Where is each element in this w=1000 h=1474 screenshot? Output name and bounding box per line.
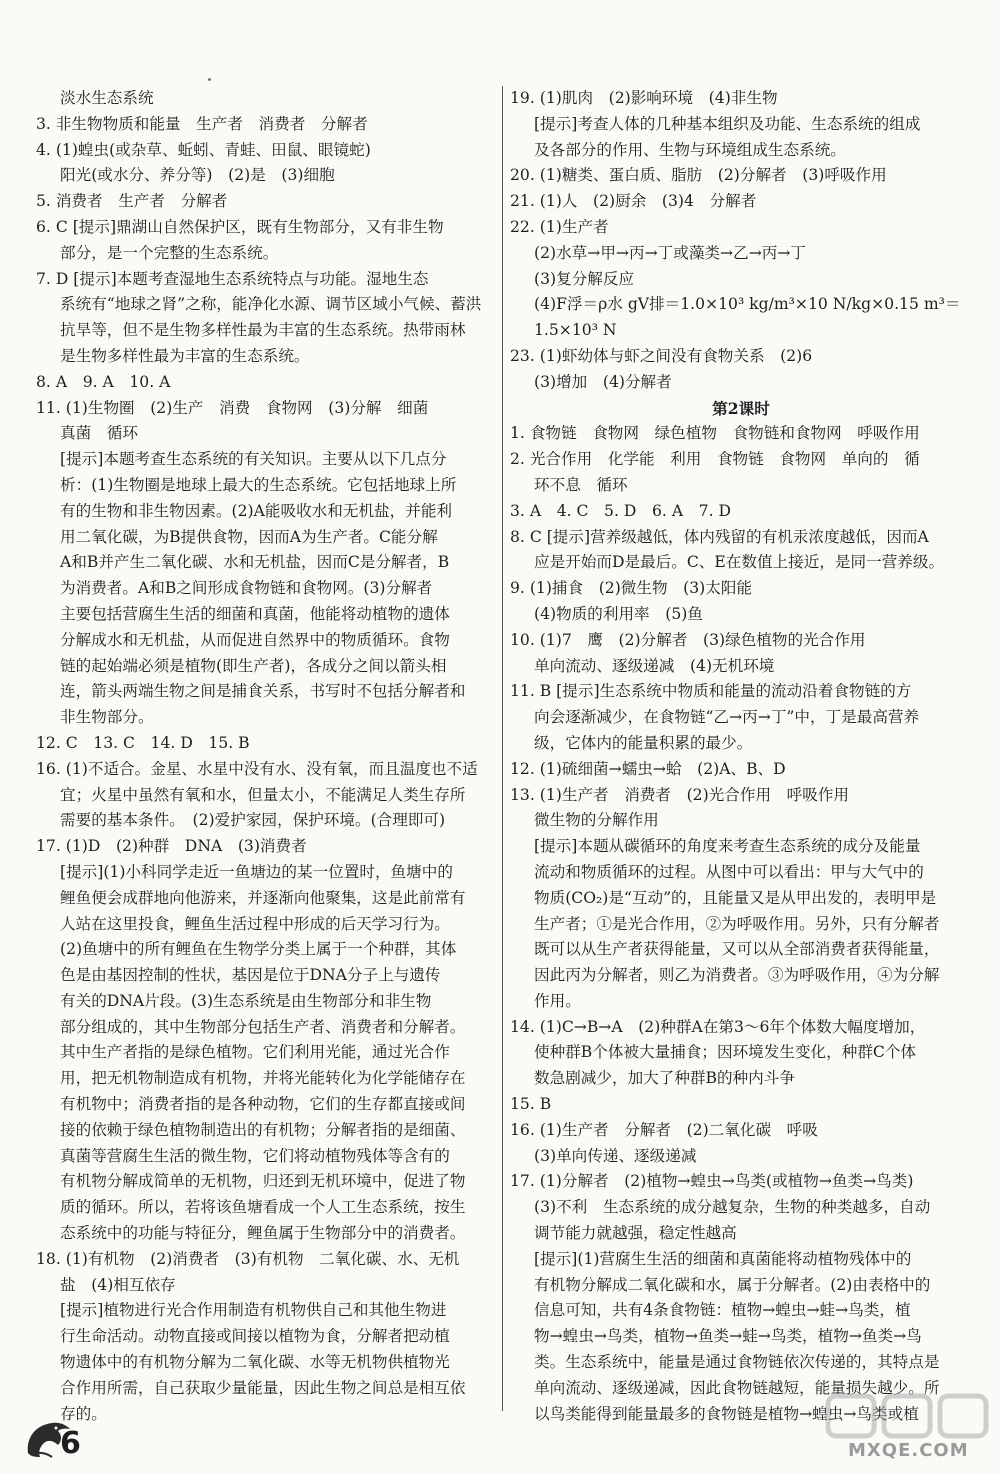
answer-line: (4)物质的利用率 (5)鱼 — [534, 604, 703, 623]
answer-line: [提示]植物进行光合作用制造有机物供自己和其他生物进 — [60, 1301, 447, 1320]
answer-line: 使种群B个体被大量捕食；因环境发生变化，种群C个体 — [534, 1043, 917, 1062]
answer-line: 用二氧化碳，为B提供食物，因而A为生产者。C能分解 — [60, 527, 438, 546]
answer-line: (2)鱼塘中的所有鲤鱼在生物学分类上属于一个种群，其体 — [60, 940, 457, 959]
answer-line: 析：(1)生物圈是地球上最大的生态系统。它包括地球上所 — [60, 475, 457, 494]
answer-line: 抗旱等，但不是生物多样性最为丰富的生态系统。热带雨林 — [60, 321, 466, 340]
answer-line: [提示]本题考查生态系统的有关知识。主要从以下几点分 — [60, 450, 447, 469]
answer-line: 13. (1)生产者 消费者 (2)光合作用 呼吸作用 — [510, 785, 850, 804]
answer-line: 合作用所需，自己获取少量能量，因此生物之间总是相互依 — [60, 1378, 466, 1397]
answer-line: 有机物分解成二氧化碳和水，属于分解者。(2)由表格中的 — [534, 1275, 931, 1294]
answer-line: 应是开始而D是最后。C、E在数值上接近，是同一营养级。 — [534, 553, 945, 572]
answer-line: 单向流动、逐级递减，因此食物链越短，能量损失越少。所 — [534, 1378, 940, 1397]
answer-line: 因此丙为分解者，则乙为消费者。③为呼吸作用，④为分解 — [534, 966, 940, 985]
answer-line: 11. B [提示]生态系统中物质和能量的流动沿着食物链的方 — [510, 682, 912, 701]
answer-line: (3)单向传递、逐级递减 — [534, 1146, 697, 1165]
answer-line: 盐 (4)相互依存 — [60, 1275, 176, 1294]
answer-line: 单向流动、逐级递减 (4)无机环境 — [534, 656, 775, 675]
answer-line: 行生命活动。动物直接或间接以植物为食，分解者把动植 — [60, 1327, 450, 1346]
answer-line: 5. 消费者 生产者 分解者 — [36, 192, 228, 211]
answer-line: 链的起始端必须是植物(即生产者)，各成分之间以箭头相 — [60, 656, 447, 675]
answer-line: [提示]本题从碳循环的角度来考查生态系统的成分及能量 — [534, 837, 921, 856]
answer-line: 11. (1)生物圈 (2)生产 消费 食物网 (3)分解 细菌 — [36, 398, 429, 417]
answer-line: 15. B — [510, 1095, 552, 1114]
answer-line: 6. C [提示]鼎湖山自然保护区，既有生物部分，又有非生物 — [36, 217, 444, 236]
answer-line: 需要的基本条件。 (2)爱护家园，保护环境。(合理即可) — [60, 811, 446, 830]
answer-line: 4. (1)蝗虫(或杂草、蚯蚓、青蛙、田鼠、眼镜蛇) — [36, 140, 371, 159]
answer-line: 7. D [提示]本题考查湿地生态系统特点与功能。湿地生态 — [36, 269, 429, 288]
answer-line: 分解成水和无机盐，从而促进自然界中的物质循环。食物 — [60, 630, 450, 649]
answer-line: 物→蝗虫→鸟类，植物→鱼类→蛙→鸟类，植物→鱼类→鸟 — [534, 1327, 922, 1346]
answer-line: 1. 食物链 食物网 绿色植物 食物链和食物网 呼吸作用 — [510, 424, 920, 443]
answer-line: 主要包括营腐生生活的细菌和真菌，他能将动植物的遗体 — [60, 604, 450, 623]
answer-line: 部分，是一个完整的生态系统。 — [60, 243, 279, 262]
answer-line: 态系统中的功能与特征分，鲤鱼属于生物部分中的消费者。 — [60, 1224, 466, 1243]
answer-line: 生产者；①是光合作用，②为呼吸作用。另外，只有分解者 — [534, 914, 940, 933]
answer-line: 调节能力就越强，稳定性越高 — [534, 1224, 737, 1243]
answer-line: 以鸟类能得到能量最多的食物链是植物→蝗虫→鸟类或植 — [534, 1404, 919, 1423]
answer-line: 物遗体中的有机物分解为二氧化碳、水等无机物供植物光 — [60, 1353, 450, 1372]
answer-line: 真菌 循环 — [60, 424, 138, 443]
answer-line: (4)F浮＝ρ水 gV排＝1.0×10³ kg/m³×10 N/kg×0.15 m³＝ — [534, 295, 961, 314]
answer-line: 17. (1)分解者 (2)植物→蝗虫→鸟类(或植物→鱼类→鸟类) — [510, 1172, 914, 1191]
answer-line: 连，箭头两端生物之间是捕食关系，书写时不包括分解者和 — [60, 682, 466, 701]
answer-line: 12. C 13. C 14. D 15. B — [36, 733, 250, 752]
answer-line: 级，它体内的能量积累的最少。 — [534, 733, 753, 752]
answer-line: 16. (1)不适合。金星、水星中没有水、没有氧，而且温度也不适 — [36, 759, 478, 778]
answer-line: 人站在这里投食，鲤鱼生活过程中形成的后天学习行为。 — [60, 914, 450, 933]
answer-line: 部分组成的，其中生物部分包括生产者、消费者和分解者。 — [60, 1017, 466, 1036]
answer-line: 14. (1)C→B→A (2)种群A在第3～6年个体数大幅度增加， — [510, 1017, 926, 1036]
answer-line: [提示](1)小科同学走近一鱼塘边的某一位置时，鱼塘中的 — [60, 862, 453, 881]
answer-line: 宜；火星中虽然有氧和水，但量太小，不能满足人类生存所 — [60, 785, 466, 804]
right-column — [510, 86, 972, 1427]
answer-line: (3)增加 (4)分解者 — [534, 372, 672, 391]
answer-line: 10. (1)7 鹰 (2)分解者 (3)绿色植物的光合作用 — [510, 630, 866, 649]
answer-line: (3)不利 生态系统的成分越复杂，生物的种类越多，自动 — [534, 1198, 931, 1217]
answer-line: (3)复分解反应 — [534, 269, 635, 288]
answer-line: 及各部分的作用、生物与环境组成生态系统。 — [534, 140, 846, 159]
answer-line: 接的依赖于绿色植物制造出的有机物；分解者指的是细菌、 — [60, 1120, 466, 1139]
answer-line: 阳光(或水分、养分等) (2)是 (3)细胞 — [60, 166, 335, 185]
answer-line: 系统有“地球之肾”之称，能净化水源、调节区域小气候、蓄洪 — [60, 295, 482, 314]
answer-line: 8. C [提示]营养级越低，体内残留的有机汞浓度越低，因而A — [510, 527, 929, 546]
answer-line: 淡水生态系统 — [60, 89, 154, 107]
answer-line: A和B并产生二氧化碳、水和无机盐，因而C是分解者，B — [60, 553, 450, 572]
answer-line: 17. (1)D (2)种群 DNA (3)消费者 — [36, 837, 307, 856]
left-column — [36, 86, 498, 1427]
answer-line: 21. (1)人 (2)厨余 (3)4 分解者 — [510, 192, 757, 211]
answer-line: 非生物部分。 — [60, 708, 154, 727]
answer-line: 鲤鱼便会成群地向他游来，并逐渐向他聚集，这是此前常有 — [60, 888, 466, 907]
scan-dot — [208, 78, 211, 81]
answer-line: 16. (1)生产者 分解者 (2)二氧化碳 呼吸 — [510, 1120, 818, 1139]
answer-line: 色是由基因控制的性状，基因是位于DNA分子上与遗传 — [60, 966, 441, 985]
answer-line: 环不息 循环 — [534, 475, 628, 494]
answer-line: 为消费者。A和B之间形成食物链和食物网。(3)分解者 — [60, 579, 433, 598]
answer-line: 9. (1)捕食 (2)微生物 (3)太阳能 — [510, 579, 753, 598]
answer-line: 既可以从生产者获得能量，又可以从全部消费者获得能量， — [534, 940, 940, 959]
answer-line: 数急剧减少，加大了种群B的种内斗争 — [534, 1069, 795, 1088]
answer-line: 2. 光合作用 化学能 利用 食物链 食物网 单向的 循 — [510, 450, 920, 469]
answer-line: 有关的DNA片段。(3)生态系统是由生物部分和非生物 — [60, 991, 432, 1010]
answer-line: 用，把无机物制造成有机物，并将光能转化为化学能储存在 — [60, 1069, 466, 1088]
answer-line: 23. (1)虾幼体与虾之间没有食物关系 (2)6 — [510, 346, 813, 365]
answer-line: 信息可知，共有4条食物链：植物→蝗虫→蛙→鸟类，植 — [534, 1301, 911, 1320]
answer-line: 真菌等营腐生生活的微生物，它们将动植物残体等含有的 — [60, 1146, 450, 1165]
answer-line: 19. (1)肌肉 (2)影响环境 (4)非生物 — [510, 89, 778, 107]
watermark-url: MXQE.COM — [848, 1440, 969, 1461]
answer-line: 物质(CO₂)是“互动”的，且能量又是从甲出发的，表明甲是 — [534, 888, 937, 907]
answer-line: 微生物的分解作用 — [534, 811, 659, 830]
answer-line: 向会逐渐减少，在食物链“乙→丙→丁”中，丁是最高营养 — [534, 708, 920, 727]
answer-line: [提示](1)营腐生生活的细菌和真菌能将动植物残体中的 — [534, 1249, 912, 1268]
answer-line: 质的循环。所以，若将该鱼塘看成一个人工生态系统，按生 — [60, 1198, 466, 1217]
answer-line: (2)水草→甲→丙→丁或藻类→乙→丙→丁 — [534, 243, 807, 262]
answer-line: 有机物中；消费者指的是各种动物，它们的生存都直接或间 — [60, 1095, 466, 1114]
column-divider — [502, 86, 503, 1411]
answer-line: [提示]考查人体的几种基本组织及功能、生态系统的组成 — [534, 114, 921, 133]
answer-line: 有机物分解成简单的无机物，归还到无机环境中，促进了物 — [60, 1172, 466, 1191]
answer-line: 有的生物和非生物因素。(2)A能吸收水和无机盐，并能利 — [60, 501, 453, 520]
answer-line: 12. (1)硫细菌→蠕虫→蛤 (2)A、B、D — [510, 759, 786, 778]
answer-line: 是生物多样性最为丰富的生态系统。 — [60, 346, 310, 365]
answer-line: 22. (1)生产者 — [510, 217, 609, 236]
answer-line: 3. 非生物物质和能量 生产者 消费者 分解者 — [36, 114, 368, 133]
answer-line: 1.5×10³ N — [534, 321, 617, 340]
answer-line: 其中生产者指的是绿色植物。它们利用光能，通过光合作 — [60, 1043, 450, 1062]
section-heading: 第2课时 — [712, 398, 770, 418]
answer-line: 8. A 9. A 10. A — [36, 372, 171, 391]
answer-line: 20. (1)糖类、蛋白质、脂肪 (2)分解者 (3)呼吸作用 — [510, 166, 887, 185]
page-number: 6 — [60, 1426, 81, 1461]
answer-line: 类。生态系统中，能量是通过食物链依次传递的，其特点是 — [534, 1353, 940, 1372]
answer-line: 作用。 — [534, 991, 581, 1010]
answer-line: 流动和物质循环的过程。从图中可以看出：甲与大气中的 — [534, 862, 924, 881]
answer-line: 3. A 4. C 5. D 6. A 7. D — [510, 501, 732, 520]
answer-line: 存的。 — [60, 1404, 107, 1423]
answer-line: 18. (1)有机物 (2)消费者 (3)有机物 二氧化碳、水、无机 — [36, 1249, 460, 1268]
